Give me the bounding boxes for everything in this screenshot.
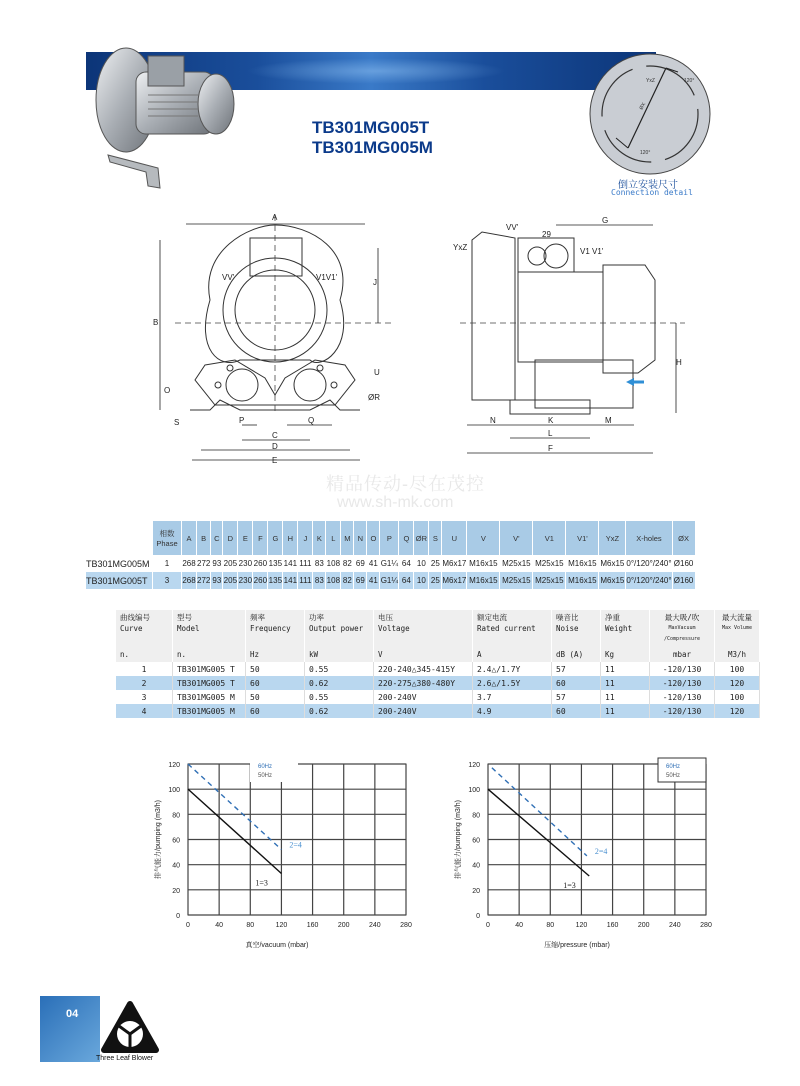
- blower-product-image: [88, 40, 248, 190]
- perf-header-cn: 型号: [177, 613, 192, 622]
- x-tick-label: 80: [546, 922, 555, 929]
- model-title-m: TB301MG005M: [312, 138, 433, 157]
- dim-col-header: YxZ: [599, 521, 626, 555]
- y-axis-label: 排气能力/pumping (m3/h): [155, 800, 162, 879]
- dim-value-cell: 141: [283, 555, 298, 572]
- side-label-m: M: [605, 416, 612, 425]
- perf-unit-cell: kW: [305, 647, 374, 662]
- phase-cell: 3: [153, 572, 182, 589]
- dim-value-cell: 41: [367, 572, 380, 589]
- dim-value-cell: M16x15: [467, 555, 500, 572]
- vacuum-chart: [140, 750, 420, 950]
- perf-col-header: [552, 610, 601, 647]
- perf-cell: 220-240△345-415Y: [374, 662, 473, 676]
- dim-col-header: H: [283, 521, 298, 555]
- dim-label-or: ØR: [368, 393, 380, 402]
- perf-cell: TB301MG005 T: [173, 662, 246, 676]
- perf-cell: 11: [601, 662, 650, 676]
- y-tick-label: 40: [472, 862, 480, 870]
- dim-col-header: ØR: [414, 521, 429, 555]
- x-tick-label: 200: [637, 922, 650, 929]
- perf-cell: TB301MG005 T: [173, 676, 246, 690]
- series-end-label: 1=3: [255, 878, 268, 888]
- perf-col-header: [116, 610, 173, 647]
- perf-col-header: [246, 610, 305, 647]
- dim-value-cell: Ø160: [672, 555, 695, 572]
- header-phase-cn: 相数: [159, 529, 175, 538]
- angle-label-bottom: 120°: [640, 150, 651, 156]
- perf-unit-cell: n.: [173, 647, 246, 662]
- perf-cell: 200-240V: [374, 704, 473, 718]
- dimensions-header-row: [86, 521, 695, 555]
- dim-value-cell: M6x15: [599, 572, 626, 589]
- y-tick-label: 20: [472, 887, 480, 895]
- dim-col-header: V1': [566, 521, 599, 555]
- side-view-drawing: [440, 210, 690, 465]
- y-tick-label: 80: [172, 812, 180, 820]
- dim-value-cell: 272: [197, 572, 211, 589]
- dim-value-cell: M6x15: [599, 555, 626, 572]
- perf-cell: 100: [715, 662, 760, 676]
- x-tick-label: 120: [575, 922, 588, 929]
- dim-col-header: E: [238, 521, 253, 555]
- dim-value-cell: G1¼: [380, 555, 399, 572]
- dimensions-row: [86, 555, 695, 572]
- dim-value-cell: 108: [326, 572, 341, 589]
- perf-header-cn: 最大流量: [722, 613, 752, 622]
- perf-row: [116, 704, 760, 718]
- perf-header-en: Rated current: [477, 624, 536, 633]
- perf-cell: 60: [246, 704, 305, 718]
- dim-value-cell: 0°/120°/240°: [626, 555, 672, 572]
- perf-unit-cell: n.: [116, 647, 173, 662]
- header-blank: [86, 521, 153, 555]
- perf-cell: TB301MG005 M: [173, 690, 246, 704]
- perf-cell: 0.62: [305, 676, 374, 690]
- perf-cell: -120/130: [650, 676, 715, 690]
- side-label-g: G: [602, 216, 609, 225]
- dim-label-p: P: [239, 416, 245, 425]
- perf-unit-cell: Kg: [601, 647, 650, 662]
- three-leaf-logo-icon: [100, 1000, 160, 1056]
- dim-label-d: D: [272, 442, 278, 451]
- dim-value-cell: 205: [223, 572, 238, 589]
- perf-cell: 1: [116, 662, 173, 676]
- dim-col-header: ØX: [672, 521, 695, 555]
- y-tick-label: 40: [172, 862, 180, 870]
- dim-value-cell: 25: [429, 555, 442, 572]
- perf-row: [116, 676, 760, 690]
- perf-cell: -120/130: [650, 690, 715, 704]
- dim-value-cell: 69: [354, 555, 367, 572]
- perf-unit-cell: V: [374, 647, 473, 662]
- perf-cell: 120: [715, 704, 760, 718]
- perf-header-en: Weight: [605, 624, 633, 633]
- model-title-t: TB301MG005T: [312, 118, 430, 137]
- footer-page-badge: [40, 996, 100, 1062]
- side-label-v1v1: V1 V1': [580, 247, 604, 256]
- x-axis-label: 真空/vacuum (mbar): [245, 942, 309, 949]
- side-label-k: K: [548, 416, 554, 425]
- perf-unit-cell: mbar: [650, 647, 715, 662]
- dim-col-header: D: [223, 521, 238, 555]
- watermark-url: www.sh-mk.com: [337, 494, 454, 511]
- y-tick-label: 100: [168, 787, 180, 795]
- perf-cell: -120/130: [650, 704, 715, 718]
- watermark-cn: 精品传动-尽在茂控: [326, 474, 485, 494]
- dim-value-cell: M25x15: [500, 572, 533, 589]
- dim-value-cell: 64: [399, 572, 414, 589]
- connection-detail-title-cn: 倒立安装尺寸: [618, 180, 678, 191]
- dim-value-cell: M6x17: [442, 555, 467, 572]
- dim-col-header: F: [253, 521, 268, 555]
- perf-unit-row: [116, 647, 760, 662]
- front-view-drawing: [150, 210, 400, 465]
- dim-col-header: N: [354, 521, 367, 555]
- dim-value-cell: 69: [354, 572, 367, 589]
- y-tick-label: 80: [472, 812, 480, 820]
- dim-col-header: L: [326, 521, 341, 555]
- pressure-chart: [440, 750, 720, 950]
- x-tick-label: 40: [215, 922, 224, 929]
- perf-cell: 2: [116, 676, 173, 690]
- dim-col-header: G: [268, 521, 283, 555]
- series-end-label: 2=4: [289, 840, 302, 850]
- perf-cell: 50: [246, 690, 305, 704]
- perf-header-en: Max Volume: [721, 625, 753, 631]
- perf-header-en: Curve: [120, 624, 143, 633]
- dim-value-cell: 268: [182, 572, 197, 589]
- perf-col-header: [305, 610, 374, 647]
- perf-row: [116, 690, 760, 704]
- legend-entry: 60Hz: [666, 764, 681, 770]
- perf-header-en: Noise: [556, 624, 579, 633]
- perf-header-cn: 噪音比: [556, 613, 579, 622]
- perf-header-cn: 电压: [378, 613, 393, 622]
- dim-value-cell: 268: [182, 555, 197, 572]
- dim-value-cell: M25x15: [500, 555, 533, 572]
- legend-entry: 60Hz: [258, 764, 273, 770]
- perf-cell: 100: [715, 690, 760, 704]
- dim-label-q: Q: [308, 416, 315, 425]
- perf-cell: 11: [601, 690, 650, 704]
- side-label-n: N: [490, 416, 496, 425]
- dim-value-cell: 82: [341, 555, 354, 572]
- y-tick-label: 100: [468, 787, 480, 795]
- connection-detail-title-en: Connection detail: [611, 188, 693, 197]
- dim-col-header: J: [298, 521, 313, 555]
- dim-value-cell: 64: [399, 555, 414, 572]
- dim-label-b: B: [153, 318, 159, 327]
- dim-value-cell: 111: [298, 555, 313, 572]
- dim-label-u: U: [374, 368, 380, 377]
- page-number: 04: [66, 1008, 79, 1020]
- dim-value-cell: 93: [211, 555, 223, 572]
- y-tick-label: 60: [472, 837, 480, 845]
- phase-cell: 1: [153, 555, 182, 572]
- series-end-label: 2=4: [594, 846, 608, 856]
- perf-unit-cell: dB (A): [552, 647, 601, 662]
- x-tick-label: 0: [486, 922, 490, 929]
- x-tick-label: 280: [700, 922, 712, 929]
- dim-value-cell: 205: [223, 555, 238, 572]
- dim-label-v1v1: V1V1': [316, 273, 338, 282]
- dim-value-cell: 135: [268, 572, 283, 589]
- perf-cell: 0.55: [305, 662, 374, 676]
- y-tick-label: 120: [168, 762, 180, 769]
- dimensions-table: [86, 521, 696, 589]
- model-title: [312, 118, 433, 158]
- perf-header-cn: 功率: [309, 613, 324, 622]
- dim-value-cell: M16x15: [566, 555, 599, 572]
- model-cell: TB301MG005T: [86, 572, 153, 589]
- side-label-l: L: [548, 429, 553, 438]
- perf-unit-cell: Hz: [246, 647, 305, 662]
- perf-cell: 4.9: [473, 704, 552, 718]
- connection-detail-diagram: [588, 52, 712, 176]
- dim-col-header: V': [500, 521, 533, 555]
- dim-value-cell: 10: [414, 572, 429, 589]
- dim-value-cell: M25x15: [533, 572, 566, 589]
- perf-header-cn: 频率: [250, 613, 265, 622]
- dim-value-cell: G1¼: [380, 572, 399, 589]
- perf-cell: 60: [552, 676, 601, 690]
- perf-cell: 220-275△380-480Y: [374, 676, 473, 690]
- perf-header-en: Frequency: [250, 624, 291, 633]
- perf-cell: 3.7: [473, 690, 552, 704]
- dim-value-cell: 272: [197, 555, 211, 572]
- perf-header-cn: 曲线编号: [120, 613, 150, 622]
- perf-col-header: [473, 610, 552, 647]
- dim-value-cell: 230: [238, 572, 253, 589]
- perf-header-en: MaxVacuum /Compressure: [663, 625, 701, 642]
- perf-header-cn: 净重: [605, 613, 620, 622]
- perf-col-header: [173, 610, 246, 647]
- dim-value-cell: M16x15: [467, 572, 500, 589]
- x-axis-label: 压缩/pressure (mbar): [544, 942, 610, 949]
- side-label-yxz: YxZ: [453, 243, 468, 252]
- perf-header-en: Voltage: [378, 624, 410, 633]
- dim-col-header: O: [367, 521, 380, 555]
- x-tick-label: 240: [669, 922, 681, 929]
- perf-cell: 3: [116, 690, 173, 704]
- perf-col-header: [715, 610, 760, 647]
- dim-label-e: E: [272, 456, 278, 465]
- perf-cell: 57: [552, 662, 601, 676]
- perf-col-header: [374, 610, 473, 647]
- dim-value-cell: 82: [341, 572, 354, 589]
- dim-value-cell: 141: [283, 572, 298, 589]
- perf-cell: 11: [601, 676, 650, 690]
- dim-value-cell: Ø160: [672, 572, 695, 589]
- x-tick-label: 280: [400, 922, 412, 929]
- dim-value-cell: 135: [268, 555, 283, 572]
- perf-cell: 11: [601, 704, 650, 718]
- dim-value-cell: 83: [313, 555, 326, 572]
- dim-col-header: Q: [399, 521, 414, 555]
- dim-value-cell: M16x15: [566, 572, 599, 589]
- x-tick-label: 120: [275, 922, 288, 929]
- header-phase-en: Phase: [156, 539, 178, 548]
- x-tick-label: 0: [186, 922, 190, 929]
- dim-label-a: A: [272, 213, 278, 222]
- perf-cell: -120/130: [650, 662, 715, 676]
- perf-col-header: [601, 610, 650, 647]
- side-label-vv: VV': [506, 223, 519, 232]
- dim-value-cell: 41: [367, 555, 380, 572]
- perf-header-en: Model: [177, 624, 200, 633]
- dim-label-j: J: [373, 278, 377, 287]
- x-tick-label: 240: [369, 922, 381, 929]
- perf-unit-cell: M3/h: [715, 647, 760, 662]
- y-tick-label: 0: [176, 913, 180, 920]
- x-tick-label: 80: [246, 922, 255, 929]
- legend-entry: 50Hz: [258, 773, 273, 779]
- dim-value-cell: 260: [253, 572, 268, 589]
- perf-header-row: [116, 610, 760, 647]
- dim-value-cell: 111: [298, 572, 313, 589]
- yxz-label: YxZ: [646, 78, 655, 84]
- dim-col-header: V: [467, 521, 500, 555]
- angle-label-top: 120°: [684, 78, 695, 84]
- dim-value-cell: 25: [429, 572, 442, 589]
- dim-label-c: C: [272, 431, 278, 440]
- dim-value-cell: 108: [326, 555, 341, 572]
- dim-label-s: S: [174, 418, 180, 427]
- dim-col-header: U: [442, 521, 467, 555]
- dim-col-header: V1: [533, 521, 566, 555]
- model-cell: TB301MG005M: [86, 555, 153, 572]
- perf-row: [116, 662, 760, 676]
- perf-col-header: [650, 610, 715, 647]
- dim-col-header: S: [429, 521, 442, 555]
- perf-header-cn: 最大吸/吹: [664, 613, 700, 622]
- dim-col-header: K: [313, 521, 326, 555]
- perf-cell: 0.62: [305, 704, 374, 718]
- dim-value-cell: 230: [238, 555, 253, 572]
- header-phase: [153, 521, 182, 555]
- legend-entry: 50Hz: [666, 773, 681, 779]
- dim-col-header: B: [197, 521, 211, 555]
- perf-cell: 60: [246, 676, 305, 690]
- brand-name: Three Leaf Blower: [96, 1055, 154, 1062]
- dim-value-cell: 260: [253, 555, 268, 572]
- dim-value-cell: 93: [211, 572, 223, 589]
- perf-cell: 57: [552, 690, 601, 704]
- x-tick-label: 160: [606, 922, 619, 929]
- x-tick-label: 160: [306, 922, 319, 929]
- dim-value-cell: 0°/120°/240°: [626, 572, 672, 589]
- perf-header-en: Output power: [309, 624, 364, 633]
- side-label-29: 29: [542, 230, 551, 239]
- y-axis-label: 排气能力/pumping (m3/h): [455, 800, 462, 879]
- dim-col-header: X-holes: [626, 521, 672, 555]
- perf-cell: 0.55: [305, 690, 374, 704]
- dim-label-o: O: [164, 386, 171, 395]
- dim-col-header: A: [182, 521, 197, 555]
- dim-value-cell: M25x15: [533, 555, 566, 572]
- perf-cell: 200-240V: [374, 690, 473, 704]
- dim-col-header: M: [341, 521, 354, 555]
- y-tick-label: 0: [476, 913, 480, 920]
- side-label-h: H: [676, 358, 682, 367]
- dim-value-cell: 10: [414, 555, 429, 572]
- perf-cell: TB301MG005 M: [173, 704, 246, 718]
- dim-value-cell: 83: [313, 572, 326, 589]
- dimensions-row: [86, 572, 695, 589]
- perf-header-cn: 额定电流: [477, 613, 507, 622]
- perf-cell: 2.4△/1.7Y: [473, 662, 552, 676]
- side-label-f: F: [548, 444, 553, 453]
- perf-cell: 120: [715, 676, 760, 690]
- perf-cell: 50: [246, 662, 305, 676]
- perf-unit-cell: A: [473, 647, 552, 662]
- dim-col-header: C: [211, 521, 223, 555]
- y-tick-label: 120: [468, 762, 480, 769]
- series-end-label: 1=3: [563, 880, 576, 890]
- x-tick-label: 40: [515, 922, 524, 929]
- perf-cell: 60: [552, 704, 601, 718]
- x-tick-label: 200: [337, 922, 350, 929]
- dim-col-header: P: [380, 521, 399, 555]
- perf-cell: 4: [116, 704, 173, 718]
- dim-label-vv: VV': [222, 273, 235, 282]
- performance-table: [116, 610, 760, 718]
- perf-cell: 2.6△/1.5Y: [473, 676, 552, 690]
- ox-label: ØX: [638, 101, 648, 111]
- y-tick-label: 20: [172, 887, 180, 895]
- dim-value-cell: M6x17: [442, 572, 467, 589]
- y-tick-label: 60: [172, 837, 180, 845]
